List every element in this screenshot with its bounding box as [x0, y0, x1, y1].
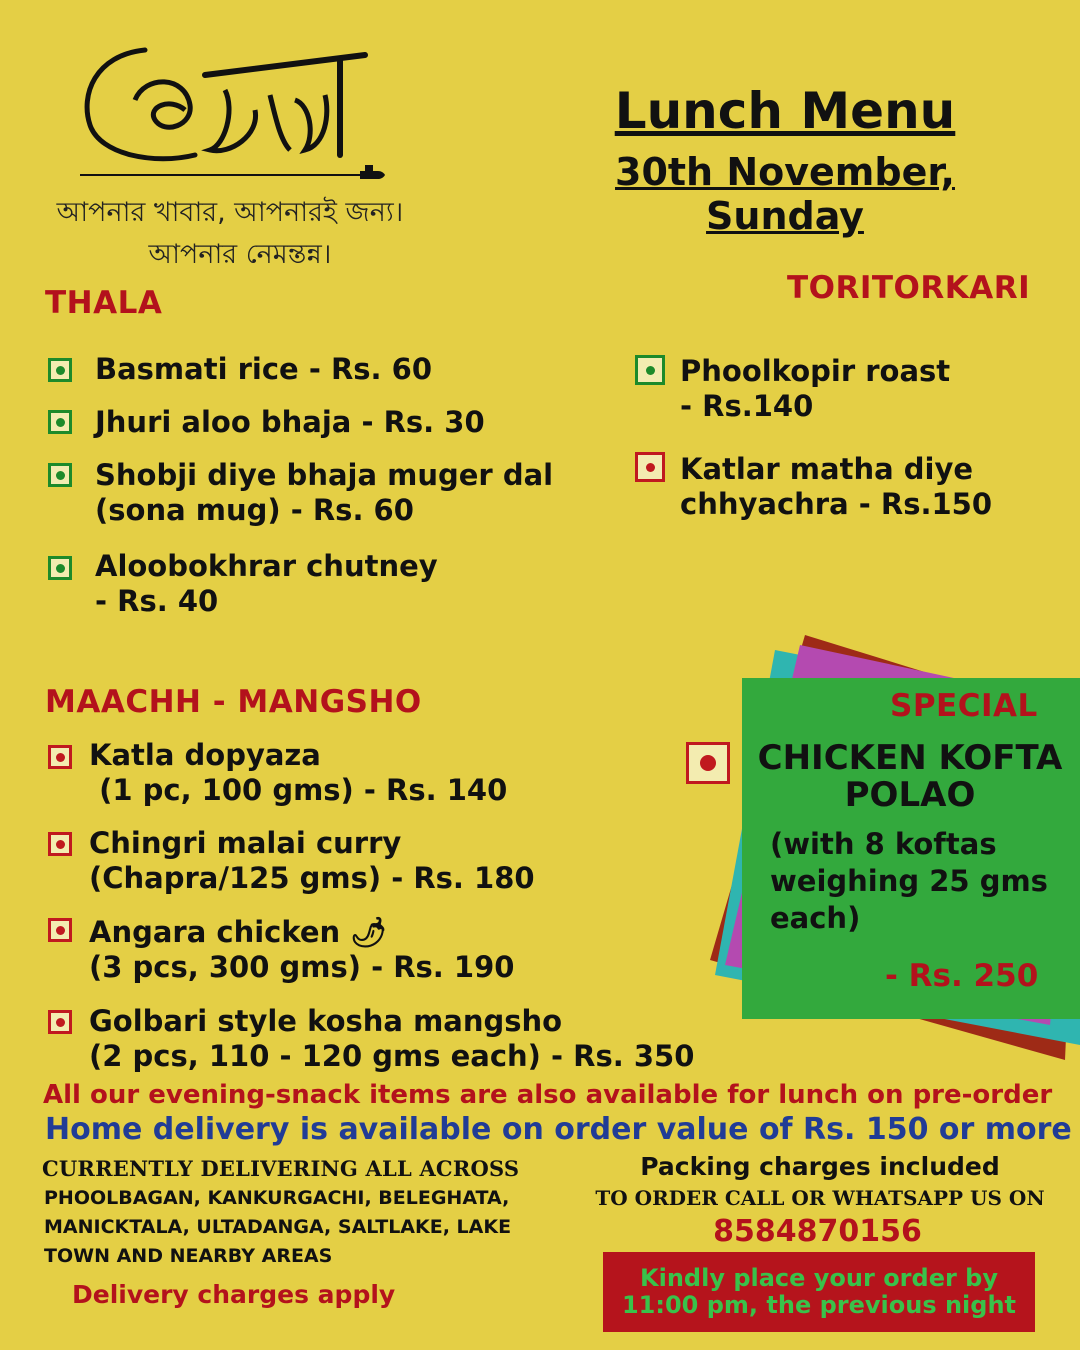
- home-delivery-note: Home delivery is available on order value of Rs. 150 or more: [45, 1112, 1072, 1147]
- menu-item: Katla dopyaza (1 pc, 100 gms) - Rs. 140: [89, 738, 508, 807]
- order-contact-label: TO ORDER CALL OR WHATSAPP US ON: [595, 1186, 1045, 1210]
- nonveg-icon: [635, 452, 665, 482]
- nonveg-icon: [686, 742, 730, 784]
- special-price: - Rs. 250: [885, 958, 1039, 994]
- preorder-note: All our evening-snack items are also available for lunch on pre-order: [43, 1080, 1053, 1110]
- brand-logo: [75, 15, 395, 195]
- menu-item: Chingri malai curry (Chapra/125 gms) - Rs. 180: [89, 826, 535, 895]
- packing-charges-note: Packing charges included: [640, 1152, 1000, 1181]
- delivery-areas-heading: CURRENTLY DELIVERING ALL ACROSS: [42, 1156, 520, 1181]
- nonveg-icon: [48, 1010, 72, 1034]
- brand-tagline-1: আপনার খাবার, আপনারই জন্য।: [56, 197, 404, 228]
- nonveg-icon: [48, 918, 72, 942]
- nonveg-icon: [48, 832, 72, 856]
- menu-item: Basmati rice - Rs. 60: [95, 352, 433, 386]
- section-heading-toritorkari: TORITORKARI: [787, 270, 1031, 306]
- menu-item: Phoolkopir roast - Rs.140: [680, 354, 951, 423]
- special-dish-name: CHICKEN KOFTA POLAO: [757, 738, 1063, 815]
- special-dish-description: (with 8 koftas weighing 25 gms each): [770, 827, 1048, 935]
- delivery-charges-note: Delivery charges apply: [72, 1280, 396, 1309]
- page-title: Lunch Menu: [614, 82, 956, 140]
- veg-icon: [48, 410, 72, 434]
- brand-tagline-2: আপনার নেমন্তন্ন।: [148, 239, 332, 270]
- delivery-areas-list: PHOOLBAGAN, KANKURGACHI, BELEGHATA, MANICKTALA, ULTADANGA, SALTLAKE, LAKE TOWN AND NEARBY AREAS: [44, 1187, 512, 1267]
- menu-item: Aloobokhrar chutney - Rs. 40: [95, 549, 438, 618]
- order-phone-number: 8584870156: [713, 1214, 922, 1249]
- nonveg-icon: [48, 745, 72, 769]
- menu-item: Golbari style kosha mangsho (2 pcs, 110 - 120 gms each) - Rs. 350: [89, 1004, 695, 1073]
- section-heading-special: SPECIAL: [890, 688, 1038, 724]
- menu-item: Angara chicken 🌶 (3 pcs, 300 gms) - Rs. 190: [89, 915, 515, 984]
- menu-item: Jhuri aloo bhaja - Rs. 30: [95, 405, 485, 439]
- veg-icon: [48, 556, 72, 580]
- menu-date: 30th November, Sunday: [615, 150, 955, 238]
- veg-icon: [635, 355, 665, 385]
- veg-icon: [48, 358, 72, 382]
- order-deadline-banner: Kindly place your order by 11:00 pm, the previous night: [603, 1252, 1035, 1332]
- section-heading-maachh-mangsho: MAACHH - MANGSHO: [45, 684, 422, 720]
- veg-icon: [48, 463, 72, 487]
- menu-item: Katlar matha diye chhyachra - Rs.150: [680, 452, 993, 521]
- section-heading-thala: THALA: [45, 285, 163, 321]
- menu-item: Shobji diye bhaja muger dal (sona mug) - Rs. 60: [95, 458, 554, 527]
